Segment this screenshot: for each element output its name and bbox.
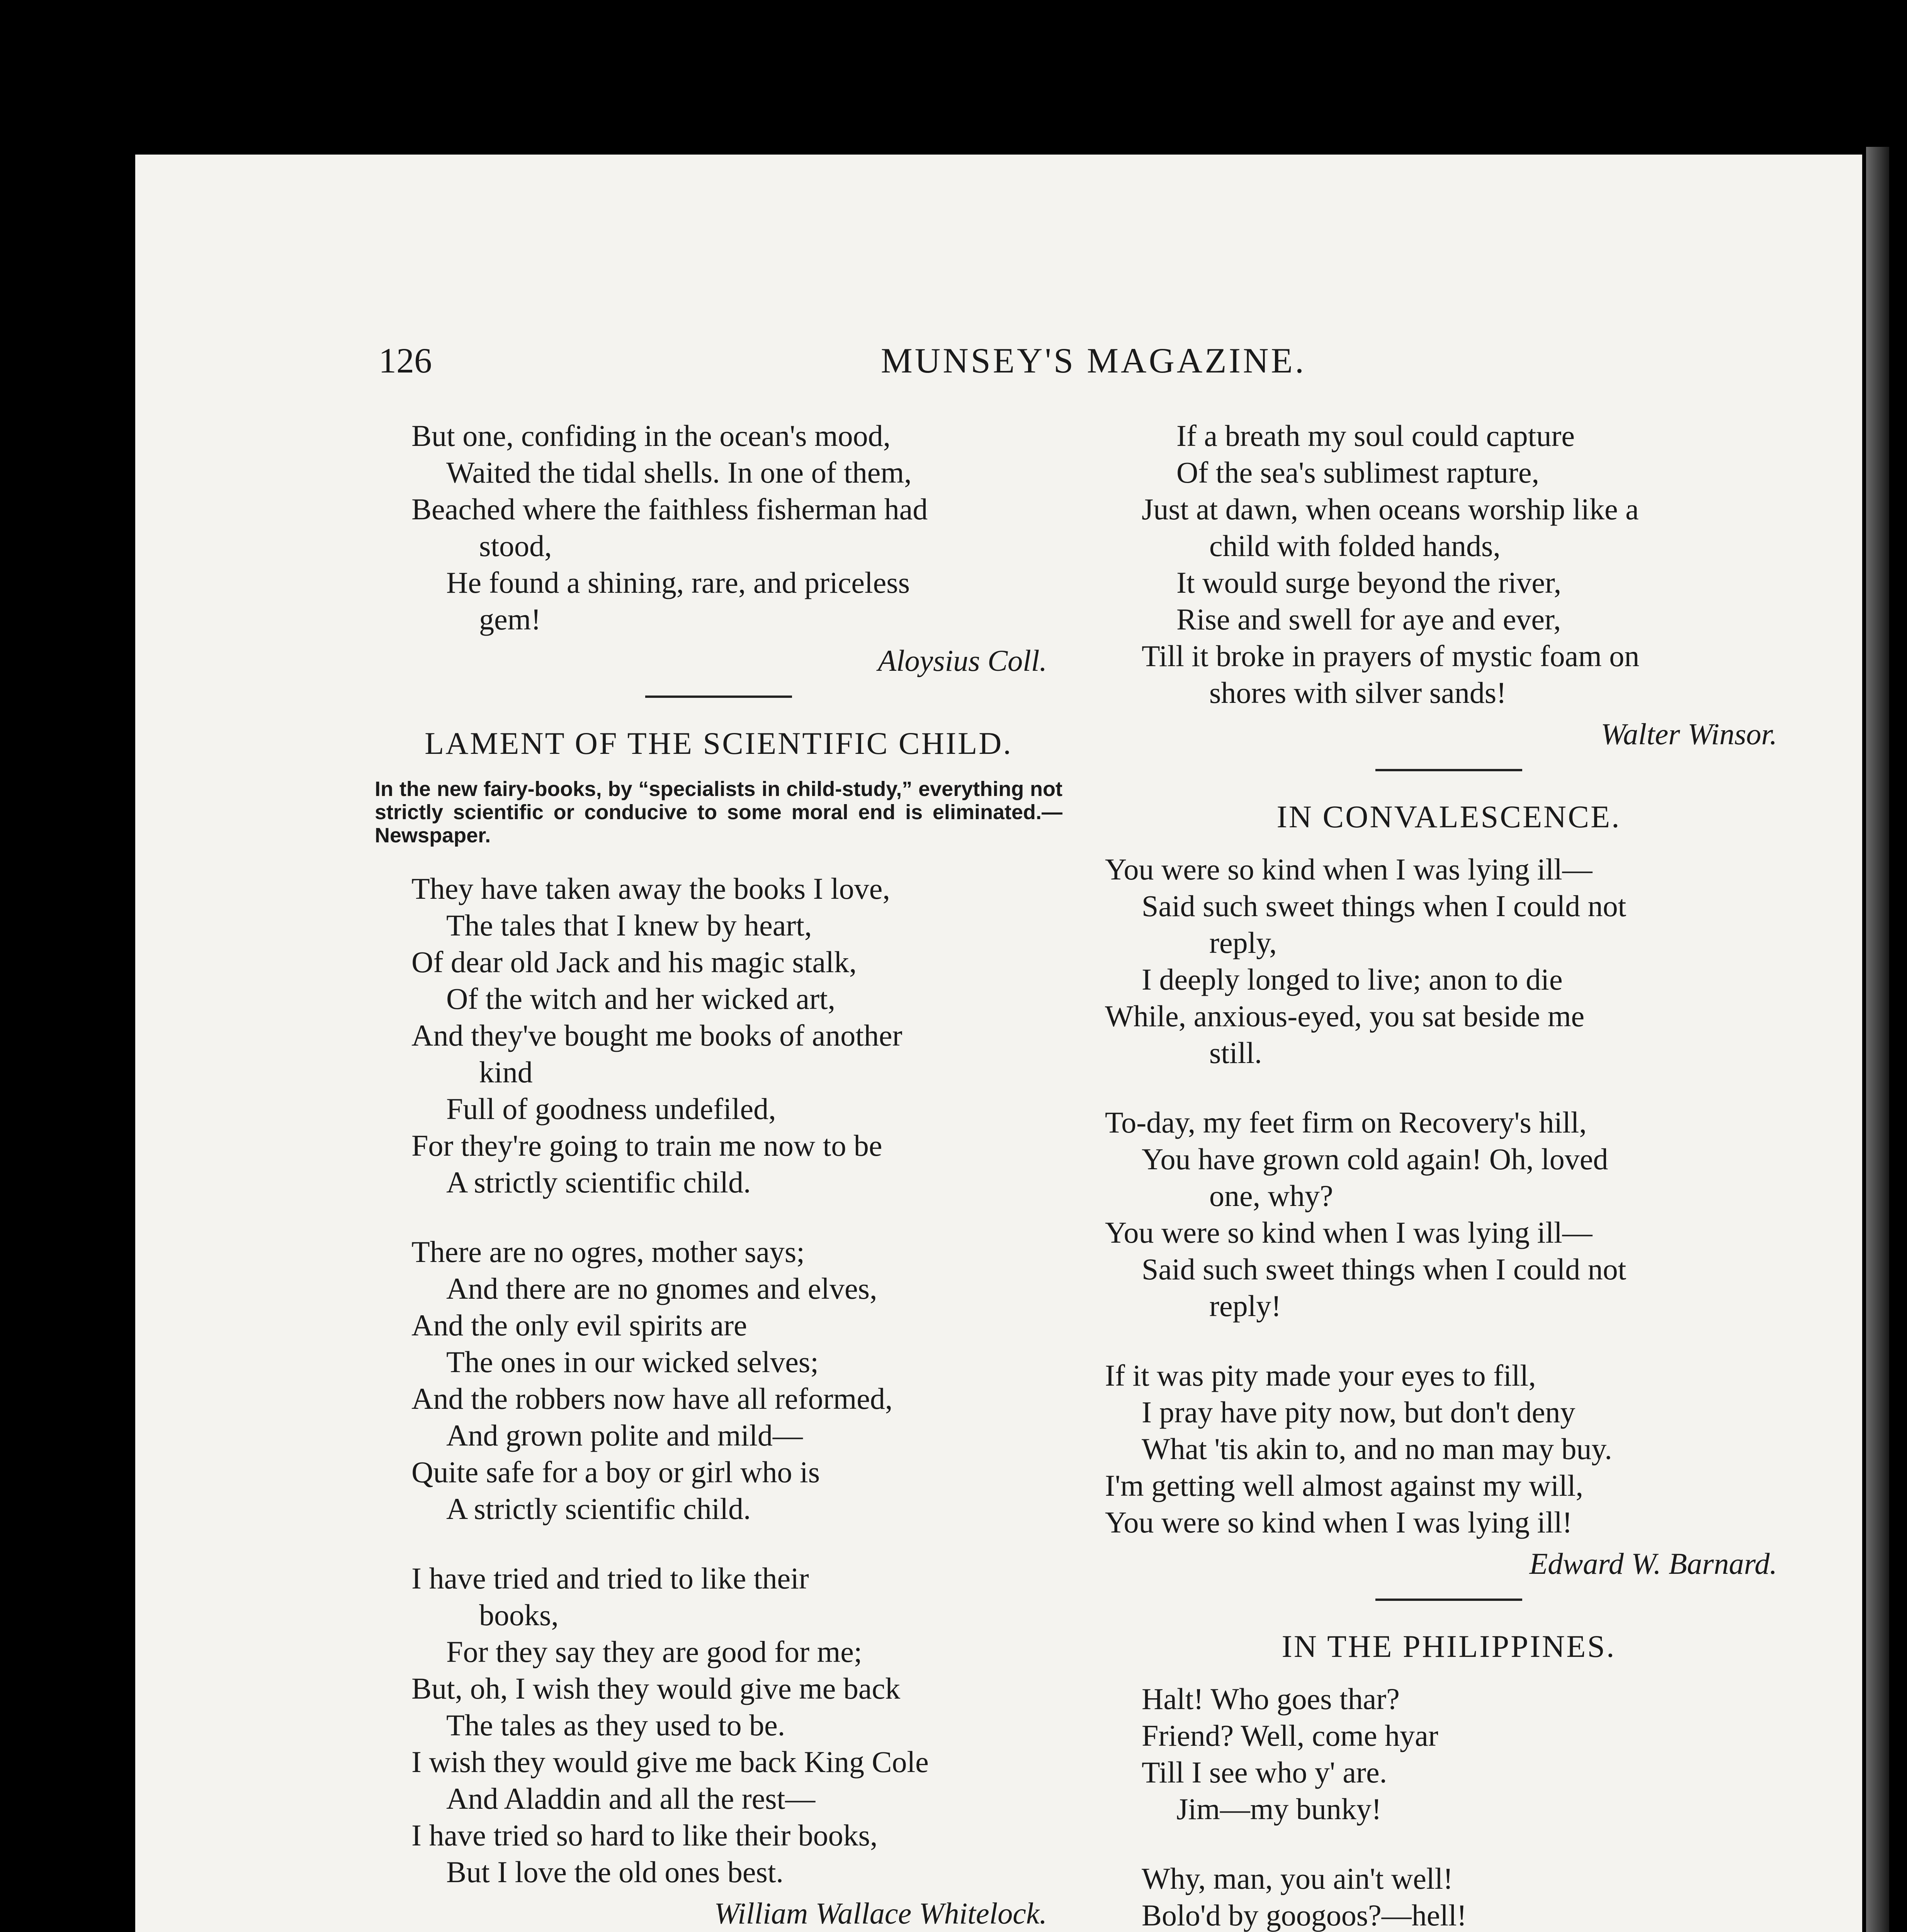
page-number: 126: [379, 341, 432, 380]
verse-line: And they've bought me books of another: [411, 1019, 903, 1052]
verse-line: While, anxious-eyed, you sat beside me: [1105, 999, 1585, 1033]
verse-line: If it was pity made your eyes to fill,: [1105, 1359, 1536, 1392]
verse-line: And grown polite and mild—: [446, 1418, 803, 1452]
verse-line: still.: [1209, 1036, 1262, 1070]
verse-line: And Aladdin and all the rest—: [446, 1782, 816, 1815]
verse-line: shores with silver sands!: [1209, 676, 1507, 709]
page-header: [379, 340, 1712, 386]
right-column: [1105, 417, 1793, 1932]
section-rule: [1375, 1599, 1522, 1601]
verse-line: Said such sweet things when I could not: [1142, 1252, 1627, 1286]
verse-line: The tales as they used to be.: [446, 1708, 785, 1742]
verse-line: But I love the old ones best.: [446, 1855, 784, 1889]
verse-line: There are no ogres, mother says;: [411, 1235, 805, 1269]
stanza: [1105, 417, 1793, 711]
verse-line: Why, man, you ain't well!: [1142, 1862, 1453, 1895]
verse-line: gem!: [479, 602, 541, 636]
verse-line: Waited the tidal shells. In one of them,: [446, 456, 912, 489]
verse-line: For they say they are good for me;: [446, 1635, 862, 1668]
verse-line: And there are no gnomes and elves,: [446, 1272, 877, 1305]
verse-line: I wish they would give me back King Cole: [411, 1745, 929, 1779]
verse-line: But, oh, I wish they would give me back: [411, 1672, 901, 1705]
stanza: [375, 1560, 1062, 1890]
verse-line: child with folded hands,: [1209, 529, 1501, 563]
verse-line: books,: [479, 1598, 559, 1632]
verse-line: If a breath my soul could capture: [1176, 419, 1575, 452]
section-rule: [645, 696, 792, 698]
verse-line: Of dear old Jack and his magic stalk,: [411, 945, 857, 979]
verse-line: I deeply longed to live; anon to die: [1142, 963, 1563, 996]
verse-line: But one, confiding in the ocean's mood,: [411, 419, 891, 452]
verse-line: Rise and swell for aye and ever,: [1176, 602, 1561, 636]
verse-line: reply!: [1209, 1289, 1282, 1323]
verse-line: Full of goodness undefiled,: [446, 1092, 776, 1126]
verse-line: Of the witch and her wicked art,: [446, 982, 836, 1015]
poem-author: Walter Winsor.: [1601, 717, 1777, 751]
poem-sea-song-continued: [1105, 417, 1793, 771]
verse-line: It would surge beyond the river,: [1176, 566, 1562, 599]
left-column: [375, 417, 1062, 1932]
poem-fragment: [375, 417, 1062, 698]
section-rule: [1375, 769, 1522, 771]
poem-author: Aloysius Coll.: [878, 644, 1047, 677]
verse-line: And the only evil spirits are: [411, 1308, 747, 1342]
stanza: [1105, 1860, 1793, 1932]
verse-line: You were so kind when I was lying ill—: [1105, 852, 1593, 886]
verse-line: Said such sweet things when I could not: [1142, 889, 1627, 923]
verse-line: You were so kind when I was lying ill—: [1105, 1216, 1593, 1249]
poem-title: IN THE PHILIPPINES.: [1282, 1629, 1616, 1664]
verse-line: I pray have pity now, but don't deny: [1142, 1395, 1576, 1429]
poem-epigraph: In the new fairy-books, by “specialists in child-study,” everything not strictly scientific or conducive to some moral end is eliminated.—Newspaper.: [375, 777, 1062, 847]
verse-line: The tales that I knew by heart,: [446, 908, 812, 942]
verse-line: one, why?: [1209, 1179, 1333, 1213]
verse-line: reply,: [1209, 926, 1277, 959]
verse-line: Just at dawn, when oceans worship like a: [1142, 492, 1639, 526]
verse-line: And the robbers now have all reformed,: [411, 1382, 893, 1415]
verse-line: For they're going to train me now to be: [411, 1129, 882, 1162]
verse-line: Till I see who y' are.: [1142, 1755, 1387, 1789]
verse-line: What 'tis akin to, and no man may buy.: [1142, 1432, 1612, 1466]
verse-line: To-day, my feet firm on Recovery's hill,: [1105, 1105, 1587, 1139]
verse-line: Beached where the faithless fisherman had: [411, 492, 928, 526]
poem-lament: [375, 725, 1062, 1932]
next-page-edge: [1866, 147, 1889, 1932]
stanza: [1105, 851, 1793, 1071]
verse-line: Jim—my bunky!: [1176, 1792, 1382, 1826]
verse-line: You were so kind when I was lying ill!: [1105, 1505, 1572, 1539]
poem-philippines: [1105, 1628, 1793, 1932]
running-title: MUNSEY'S MAGAZINE.: [881, 341, 1306, 380]
verse-line: I'm getting well almost against my will,: [1105, 1469, 1584, 1502]
verse-line: They have taken away the books I love,: [411, 872, 890, 905]
verse-line: Bolo'd by googoos?—hell!: [1142, 1898, 1467, 1932]
verse-line: I have tried and tried to like their: [411, 1561, 809, 1595]
verse-line: A strictly scientific child.: [446, 1492, 751, 1526]
poem-title: LAMENT OF THE SCIENTIFIC CHILD.: [425, 726, 1013, 761]
verse-line: kind: [479, 1055, 533, 1089]
verse-line: Halt! Who goes thar?: [1142, 1682, 1400, 1716]
verse-line: Till it broke in prayers of mystic foam on: [1142, 639, 1640, 673]
stanza: [1105, 1680, 1793, 1827]
verse-line: stood,: [479, 529, 552, 563]
verse-line: I have tried so hard to like their books,: [411, 1818, 878, 1852]
stanza: [375, 870, 1062, 1201]
stanza: [1105, 1357, 1793, 1541]
stanza: [375, 417, 1062, 638]
verse-line: The ones in our wicked selves;: [446, 1345, 819, 1379]
verse-line: Friend? Well, come hyar: [1142, 1719, 1438, 1752]
stanza: [375, 1233, 1062, 1527]
verse-line: A strictly scientific child.: [446, 1165, 751, 1199]
verse-line: He found a shining, rare, and priceless: [446, 566, 910, 599]
stanza: [1105, 1104, 1793, 1324]
poem-convalescence: [1105, 798, 1793, 1601]
poem-title: IN CONVALESCENCE.: [1276, 799, 1621, 834]
verse-line: Of the sea's sublimest rapture,: [1176, 456, 1539, 489]
verse-line: Quite safe for a boy or girl who is: [411, 1455, 820, 1489]
verse-line: You have grown cold again! Oh, loved: [1142, 1142, 1608, 1176]
poem-author: Edward W. Barnard.: [1529, 1547, 1777, 1580]
poem-author: William Wallace Whitelock.: [714, 1896, 1047, 1930]
